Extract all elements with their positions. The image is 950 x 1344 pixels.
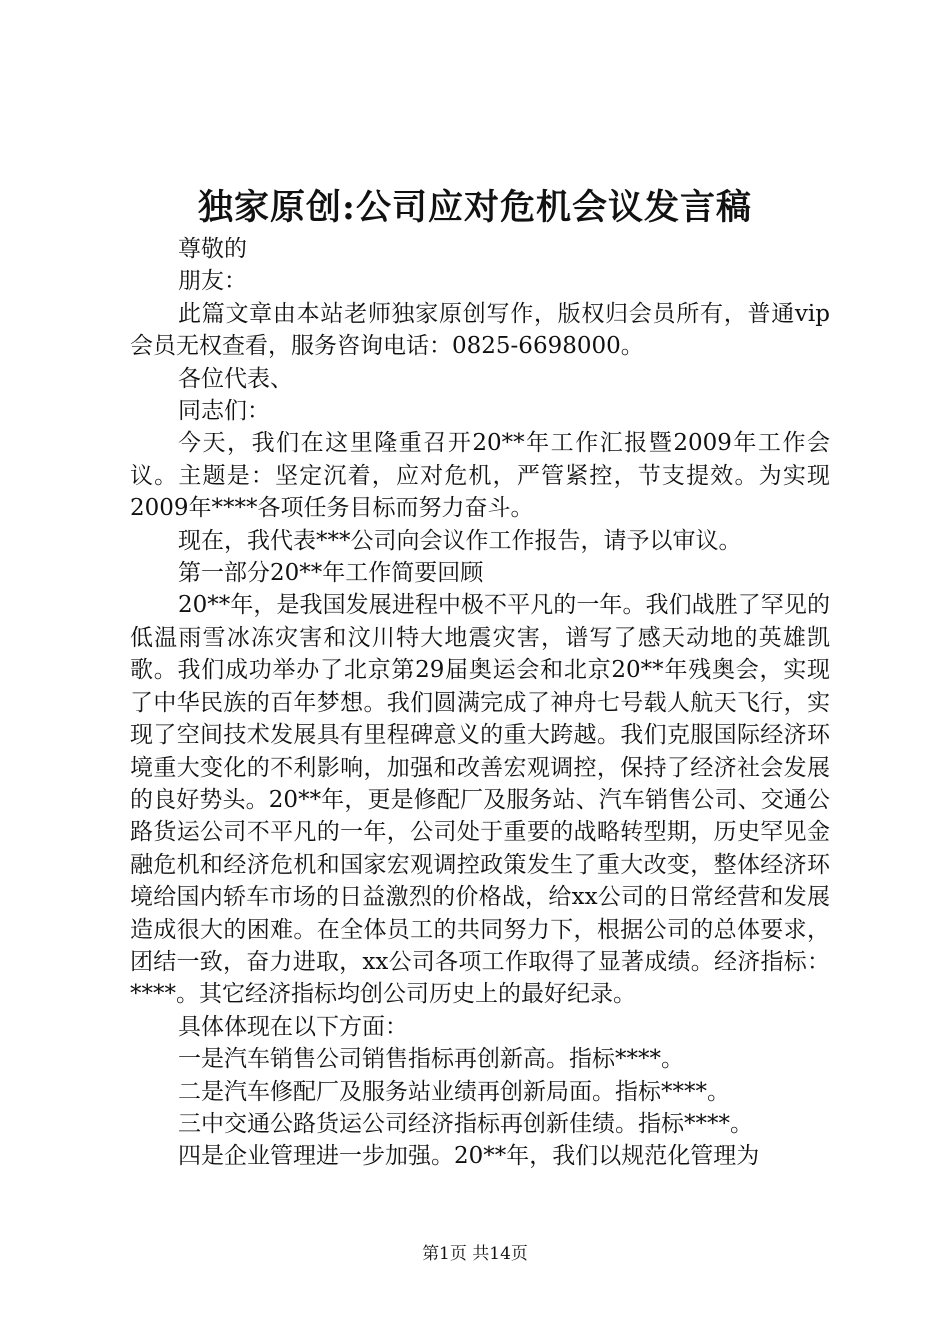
section-heading: 第一部分20**年工作简要回顾 (178, 560, 484, 587)
paragraph-greeting-1: 各位代表、 (178, 365, 293, 392)
paragraph-salutation-1: 尊敬的 (178, 236, 247, 262)
page-footer: 第1页 共14页 (422, 1244, 528, 1264)
list-item-sales: 一是汽车销售公司销售指标再创新高。指标****。 (178, 1046, 684, 1073)
list-item-management: 四是企业管理进一步加强。20**年，我们以规范化管理为 (178, 1143, 760, 1170)
paragraph-salutation-2: 朋友： (178, 268, 247, 295)
paragraph-review: 20**年，是我国发展进程中极不平凡的一年。我们战胜了罕见的低温雨雪冰冻灾害和汶川特大地震灾害，谱写了感天动地的英雄凯歌。我们成功举办了北京第29届奥运会和北京20**年残奥会，实现了中华民族的百年梦想。我们圆满完成了神舟七号载人航天飞行，实现了空间技术发展具有里程碑意义的重大跨越。我们克服国际经济环境重大变化的不利影响，加强和改善宏观调控，保持了经济社会发展的良好势头。20**年，更是修配厂及服务站、汽车销售公司、交通公路货运公司不平凡的一年，公司处于重要的战略转型期，历史罕见金融危机和经济危机和国家宏观调控政策发生了重大改变，整体经济环境给国内轿车市场的日益激烈的价格战，给xx公司的日常经营和发展造成很大的困难。在全体员工的共同努力下，根据公司的总体要求，团结一致，奋力进取，xx公司各项工作取得了显著成绩。经济指标：****。其它经济指标均创公司历史上的最好纪录。 (130, 592, 830, 1008)
paragraph-greeting-2: 同志们： (178, 398, 270, 425)
list-item-freight: 三中交通公路货运公司经济指标再创新佳绩。指标****。 (178, 1110, 753, 1137)
document-body (130, 233, 830, 1173)
list-item-repair: 二是汽车修配厂及服务站业绩再创新局面。指标****。 (178, 1078, 730, 1105)
paragraph-copyright-notice: 此篇文章由本站老师独家原创写作，版权归会员所有，普通vip会员无权查看，服务咨询电话：0825-6698000。 (130, 300, 830, 360)
document-title: 独家原创:公司应对危机会议发言稿 (198, 187, 752, 228)
paragraph-opening: 今天，我们在这里隆重召开20**年工作汇报暨2009年工作会议。主题是：坚定沉着，应对危机，严管紧控，节支提效。为实现2009年****各项任务目标而努力奋斗。 (130, 430, 830, 522)
paragraph-details-intro: 具体体现在以下方面： (178, 1013, 408, 1040)
paragraph-report-intro: 现在，我代表***公司向会议作工作报告，请予以审议。 (178, 527, 742, 554)
